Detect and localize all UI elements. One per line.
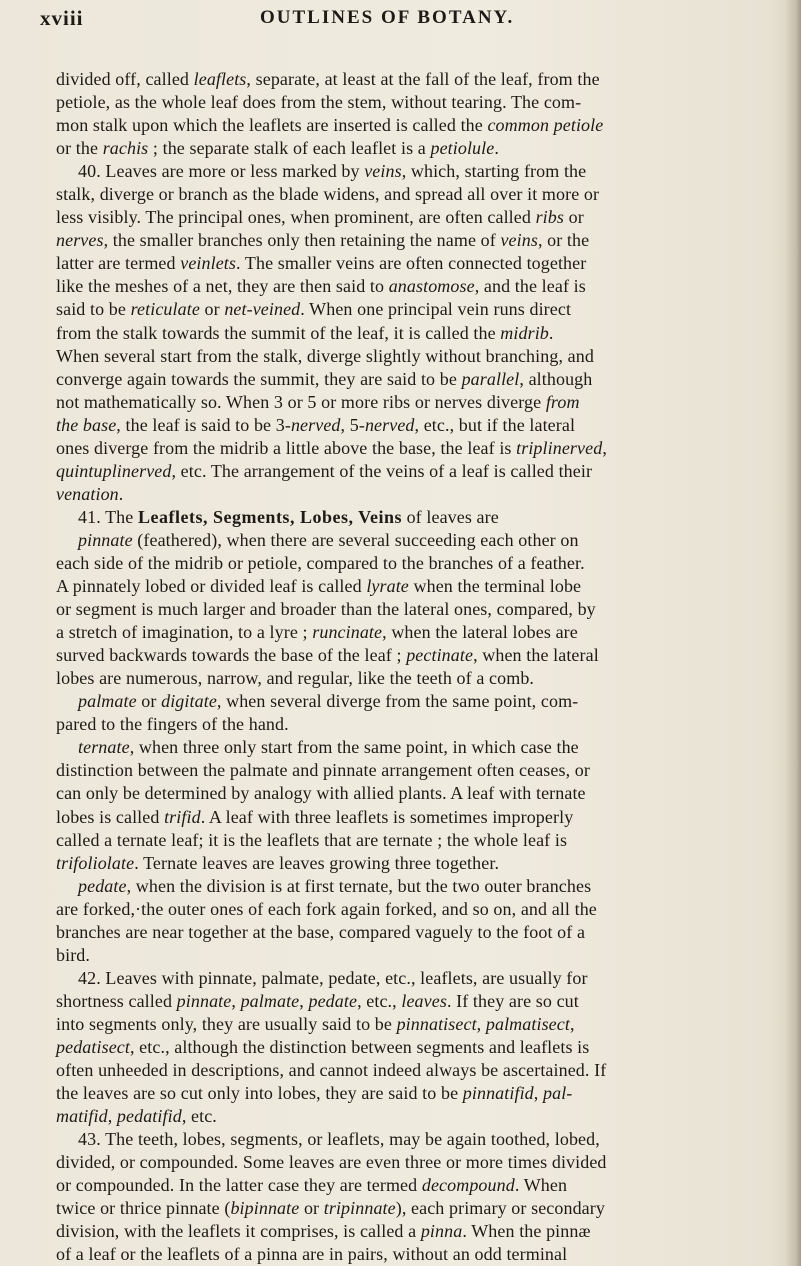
text-run: can only be determined by analogy with allied plants. A leaf with ternate <box>56 783 586 804</box>
text-run: , 5- <box>340 414 365 435</box>
text-line <box>56 206 786 229</box>
text-line <box>56 68 786 91</box>
italic-term: veinlets <box>180 253 237 274</box>
italic-term: pinnatisect <box>396 1013 477 1034</box>
italic-term: veins <box>500 230 538 251</box>
text-line <box>56 736 786 759</box>
italic-term: pinnate <box>78 529 133 550</box>
text-run: ), each primary or secondary <box>395 1198 605 1219</box>
text-run: latter are termed <box>56 253 181 274</box>
text-run: called a ternate leaf; it is the leaflets that are ternate ; the whole leaf is <box>56 829 568 850</box>
text-line <box>56 829 786 852</box>
italic-term: pedatisect <box>56 1036 130 1057</box>
italic-term: anastomose <box>388 276 475 297</box>
section-heading: Leaflets, Segments, Lobes, Veins <box>137 506 402 527</box>
italic-term: common petiole <box>487 115 604 136</box>
text-run: , <box>231 990 241 1011</box>
text-run: or <box>299 1198 324 1219</box>
text-run: . When the pinnæ <box>462 1221 591 1242</box>
text-run: , separate, at least at the fall of the leaf, from the <box>246 69 600 89</box>
text-run: 42. Leaves with pinnate, palmate, pedate, etc., leaflets, are usually for <box>78 967 588 988</box>
text-line <box>56 852 786 875</box>
text-line <box>56 1243 786 1266</box>
text-line <box>56 1128 786 1151</box>
italic-term: venation <box>56 483 119 504</box>
text-run: or <box>199 299 225 320</box>
text-line <box>56 667 786 690</box>
text-run: , etc., but if the lateral <box>414 414 576 435</box>
italic-term: trifoliolate <box>56 852 135 873</box>
text-run: , and the leaf is <box>474 276 586 297</box>
text-run: not mathematically so. When 3 or 5 or more ribs or nerves diverge <box>56 391 546 412</box>
text-line <box>56 1036 786 1059</box>
running-head: OUTLINES OF BOTANY. <box>260 7 515 28</box>
text-line <box>56 137 786 160</box>
page-number: xviii <box>40 6 84 30</box>
text-line <box>56 483 786 506</box>
italic-term: ribs <box>535 207 564 228</box>
text-run: are forked,·the outer ones of each fork again forked, and so on, and all the <box>56 898 597 919</box>
text-line <box>56 322 786 345</box>
text-run: or compounded. In the latter case they are termed <box>56 1175 422 1196</box>
text-line <box>56 252 786 275</box>
text-run: ; the separate stalk of each leaflet is a <box>148 138 431 159</box>
italic-term: pedate <box>78 875 127 896</box>
text-run: or segment is much larger and broader than the lateral ones, compared, by <box>56 599 596 620</box>
italic-term: digitate <box>161 691 217 712</box>
text-run: from the stalk towards the summit of the leaf, it is called the <box>56 322 501 343</box>
italic-term: midrib <box>500 322 549 343</box>
text-run: . When one principal vein runs direct <box>300 299 572 320</box>
italic-term: nerves <box>56 230 104 251</box>
text-line <box>56 1013 786 1036</box>
page-edge-shadow <box>785 0 801 1266</box>
text-run: when the terminal lobe <box>408 576 582 597</box>
text-run: often unheeded in descriptions, and cannot indeed always be ascertained. If <box>56 1060 607 1081</box>
text-line <box>56 598 786 621</box>
text-run: pared to the fingers of the hand. <box>56 714 289 735</box>
text-run: 43. The teeth, lobes, segments, or leaflets, may be again toothed, lobed, <box>78 1129 600 1150</box>
text-run: less visibly. The principal ones, when prominent, are often called <box>56 207 536 228</box>
text-run: or the <box>56 138 103 159</box>
text-run: into segments only, they are usually said to be <box>56 1013 397 1034</box>
text-run: branches are near together at the base, compared vaguely to the foot of a <box>56 921 586 942</box>
text-line <box>56 921 786 944</box>
text-run: , etc. <box>181 1106 217 1127</box>
text-line <box>56 806 786 829</box>
text-run: of leaves are <box>401 506 499 527</box>
text-line <box>56 1197 786 1220</box>
italic-term: pedatifid <box>116 1106 182 1127</box>
text-run: A pinnately lobed or divided leaf is called <box>56 576 367 597</box>
text-run: , <box>602 437 607 458</box>
text-run: , the leaf is said to be 3- <box>116 414 291 435</box>
text-line <box>56 1174 786 1197</box>
italic-term: decompound <box>421 1175 515 1196</box>
text-line <box>56 183 786 206</box>
text-run: stalk, diverge or branch as the blade widens, and spread all over it more or <box>56 184 600 205</box>
italic-term: nerved <box>364 414 415 435</box>
italic-term: leaflets <box>193 69 247 89</box>
text-line <box>56 275 786 298</box>
text-run: the leaves are so cut only into lobes, they are said to be <box>56 1083 463 1104</box>
italic-term: veins <box>364 161 402 182</box>
text-line <box>56 967 786 990</box>
text-run: . A leaf with three leaflets is sometimes improperly <box>200 806 574 827</box>
text-run: said to be <box>56 299 131 320</box>
text-run: of a leaf or the leaflets of a pinna are in pairs, without an odd terminal <box>56 1244 568 1265</box>
text-run: . <box>118 483 124 504</box>
text-run: , <box>476 1013 486 1034</box>
italic-term: palmate <box>78 691 137 712</box>
italic-term: lyrate <box>366 576 409 597</box>
text-run: , etc., although the distinction between segments and leaflets is <box>129 1036 590 1057</box>
text-run: 40. Leaves are more or less marked by <box>78 161 365 182</box>
text-run: . If they are so cut <box>446 990 579 1011</box>
text-run: , the smaller branches only then retaining the name of <box>103 230 501 251</box>
text-run: , when the division is at first ternate, but the two outer branches <box>126 875 592 896</box>
text-run: , when the lateral <box>473 645 599 666</box>
text-line <box>56 460 786 483</box>
italic-term: pinnate <box>176 990 232 1011</box>
italic-term: palmatisect <box>485 1013 570 1034</box>
text-run: . <box>494 138 499 159</box>
text-run: , <box>533 1083 543 1104</box>
text-run: (feathered), when there are several succeeding each other on <box>132 529 579 550</box>
text-line <box>56 621 786 644</box>
text-line <box>56 114 786 137</box>
text-line <box>56 713 786 736</box>
italic-term: bipinnate <box>230 1198 300 1219</box>
text-run: divided, or compounded. Some leaves are even three or more times divided <box>56 1152 607 1173</box>
italic-term: the base <box>56 414 117 435</box>
text-run: . Ternate leaves are leaves growing three together. <box>134 852 500 873</box>
text-run: mon stalk upon which the leaflets are inserted is called the <box>56 115 488 136</box>
text-run: , when the lateral lobes are <box>382 622 578 643</box>
italic-term: quintuplinerved <box>56 460 172 481</box>
text-run: , when several diverge from the same point, com- <box>216 691 579 712</box>
italic-term: pectinate <box>406 645 474 666</box>
text-line <box>56 229 786 252</box>
italic-term: from <box>545 391 580 412</box>
text-line <box>56 990 786 1013</box>
text-line <box>56 875 786 898</box>
text-line <box>56 391 786 414</box>
text-run: divided off, called <box>56 69 194 89</box>
text-line <box>56 529 786 552</box>
text-run: , <box>107 1106 117 1127</box>
text-run: . <box>548 322 554 343</box>
text-line <box>56 1082 786 1105</box>
italic-term: runcinate <box>312 622 383 643</box>
text-line <box>56 552 786 575</box>
text-run: , <box>569 1013 575 1034</box>
text-line <box>56 368 786 391</box>
text-run: a stretch of imagination, to a lyre ; <box>56 622 313 643</box>
text-line <box>56 298 786 321</box>
italic-term: triplinerved <box>516 437 603 458</box>
text-run: When several start from the stalk, diverge slightly without branching, and <box>56 345 594 366</box>
text-run: like the meshes of a net, they are then said to <box>56 276 389 297</box>
text-run: or <box>136 691 162 712</box>
text-line <box>56 898 786 921</box>
text-run: , when three only start from the same point, in which case the <box>129 737 579 758</box>
italic-term: pinna <box>420 1221 463 1242</box>
text-line <box>56 759 786 782</box>
italic-term: palmate <box>240 990 300 1011</box>
italic-term: matifid <box>56 1106 108 1127</box>
text-line <box>56 644 786 667</box>
italic-term: tripinnate <box>323 1198 396 1219</box>
text-run: , etc. The arrangement of the veins of a leaf is called their <box>171 460 593 481</box>
text-line <box>56 1151 786 1174</box>
italic-term: rachis <box>102 138 149 159</box>
text-line <box>56 944 786 967</box>
text-run: petiole, as the whole leaf does from the stem, without tearing. The com- <box>56 92 582 113</box>
text-line <box>56 690 786 713</box>
text-run: , although <box>519 368 593 389</box>
text-run: twice or thrice pinnate ( <box>56 1198 231 1219</box>
text-line <box>56 506 786 529</box>
italic-term: trifid <box>164 806 201 827</box>
body-text <box>56 68 786 1266</box>
text-run: lobes is called <box>56 806 165 827</box>
text-run: each side of the midrib or petiole, compared to the branches of a feather. <box>56 552 585 573</box>
text-line <box>56 345 786 368</box>
text-line <box>56 160 786 183</box>
italic-term: pedate <box>308 990 358 1011</box>
italic-term: leaves <box>401 990 447 1011</box>
text-line <box>56 1059 786 1082</box>
text-run: division, with the leaflets it comprises, is called a <box>56 1221 421 1242</box>
text-line <box>56 437 786 460</box>
text-run: surved backwards towards the base of the leaf ; <box>56 645 407 666</box>
italic-term: net-veined <box>224 299 301 320</box>
italic-term: reticulate <box>130 299 200 320</box>
text-run: , or the <box>537 230 590 251</box>
text-run: . When <box>514 1175 568 1196</box>
text-run: converge again towards the summit, they are said to be <box>56 368 462 389</box>
text-run: bird. <box>56 944 90 965</box>
text-run: , etc., <box>357 990 402 1011</box>
italic-term: petiolule <box>430 138 495 159</box>
text-line <box>56 1105 786 1128</box>
text-line <box>56 575 786 598</box>
italic-term: nerved <box>290 414 341 435</box>
text-run: distinction between the palmate and pinnate arrangement often ceases, or <box>56 760 590 781</box>
italic-term: parallel <box>461 368 520 389</box>
italic-term: pal- <box>543 1083 573 1104</box>
page-header <box>40 6 760 36</box>
text-run: . The smaller veins are often connected together <box>236 253 587 274</box>
italic-term: ternate <box>78 737 130 758</box>
text-line <box>56 414 786 437</box>
text-run: 41. The <box>78 506 138 527</box>
text-run: lobes are numerous, narrow, and regular, like the teeth of a comb. <box>56 668 535 689</box>
text-line <box>56 91 786 114</box>
italic-term: pinnatifid <box>462 1083 534 1104</box>
text-line <box>56 1220 786 1243</box>
text-run: , which, starting from the <box>401 161 587 182</box>
text-line <box>56 782 786 805</box>
text-run: shortness called <box>56 990 177 1011</box>
text-run: , <box>299 990 309 1011</box>
text-run: or <box>564 207 584 228</box>
text-run: ones diverge from the midrib a little above the base, the leaf is <box>56 437 517 458</box>
